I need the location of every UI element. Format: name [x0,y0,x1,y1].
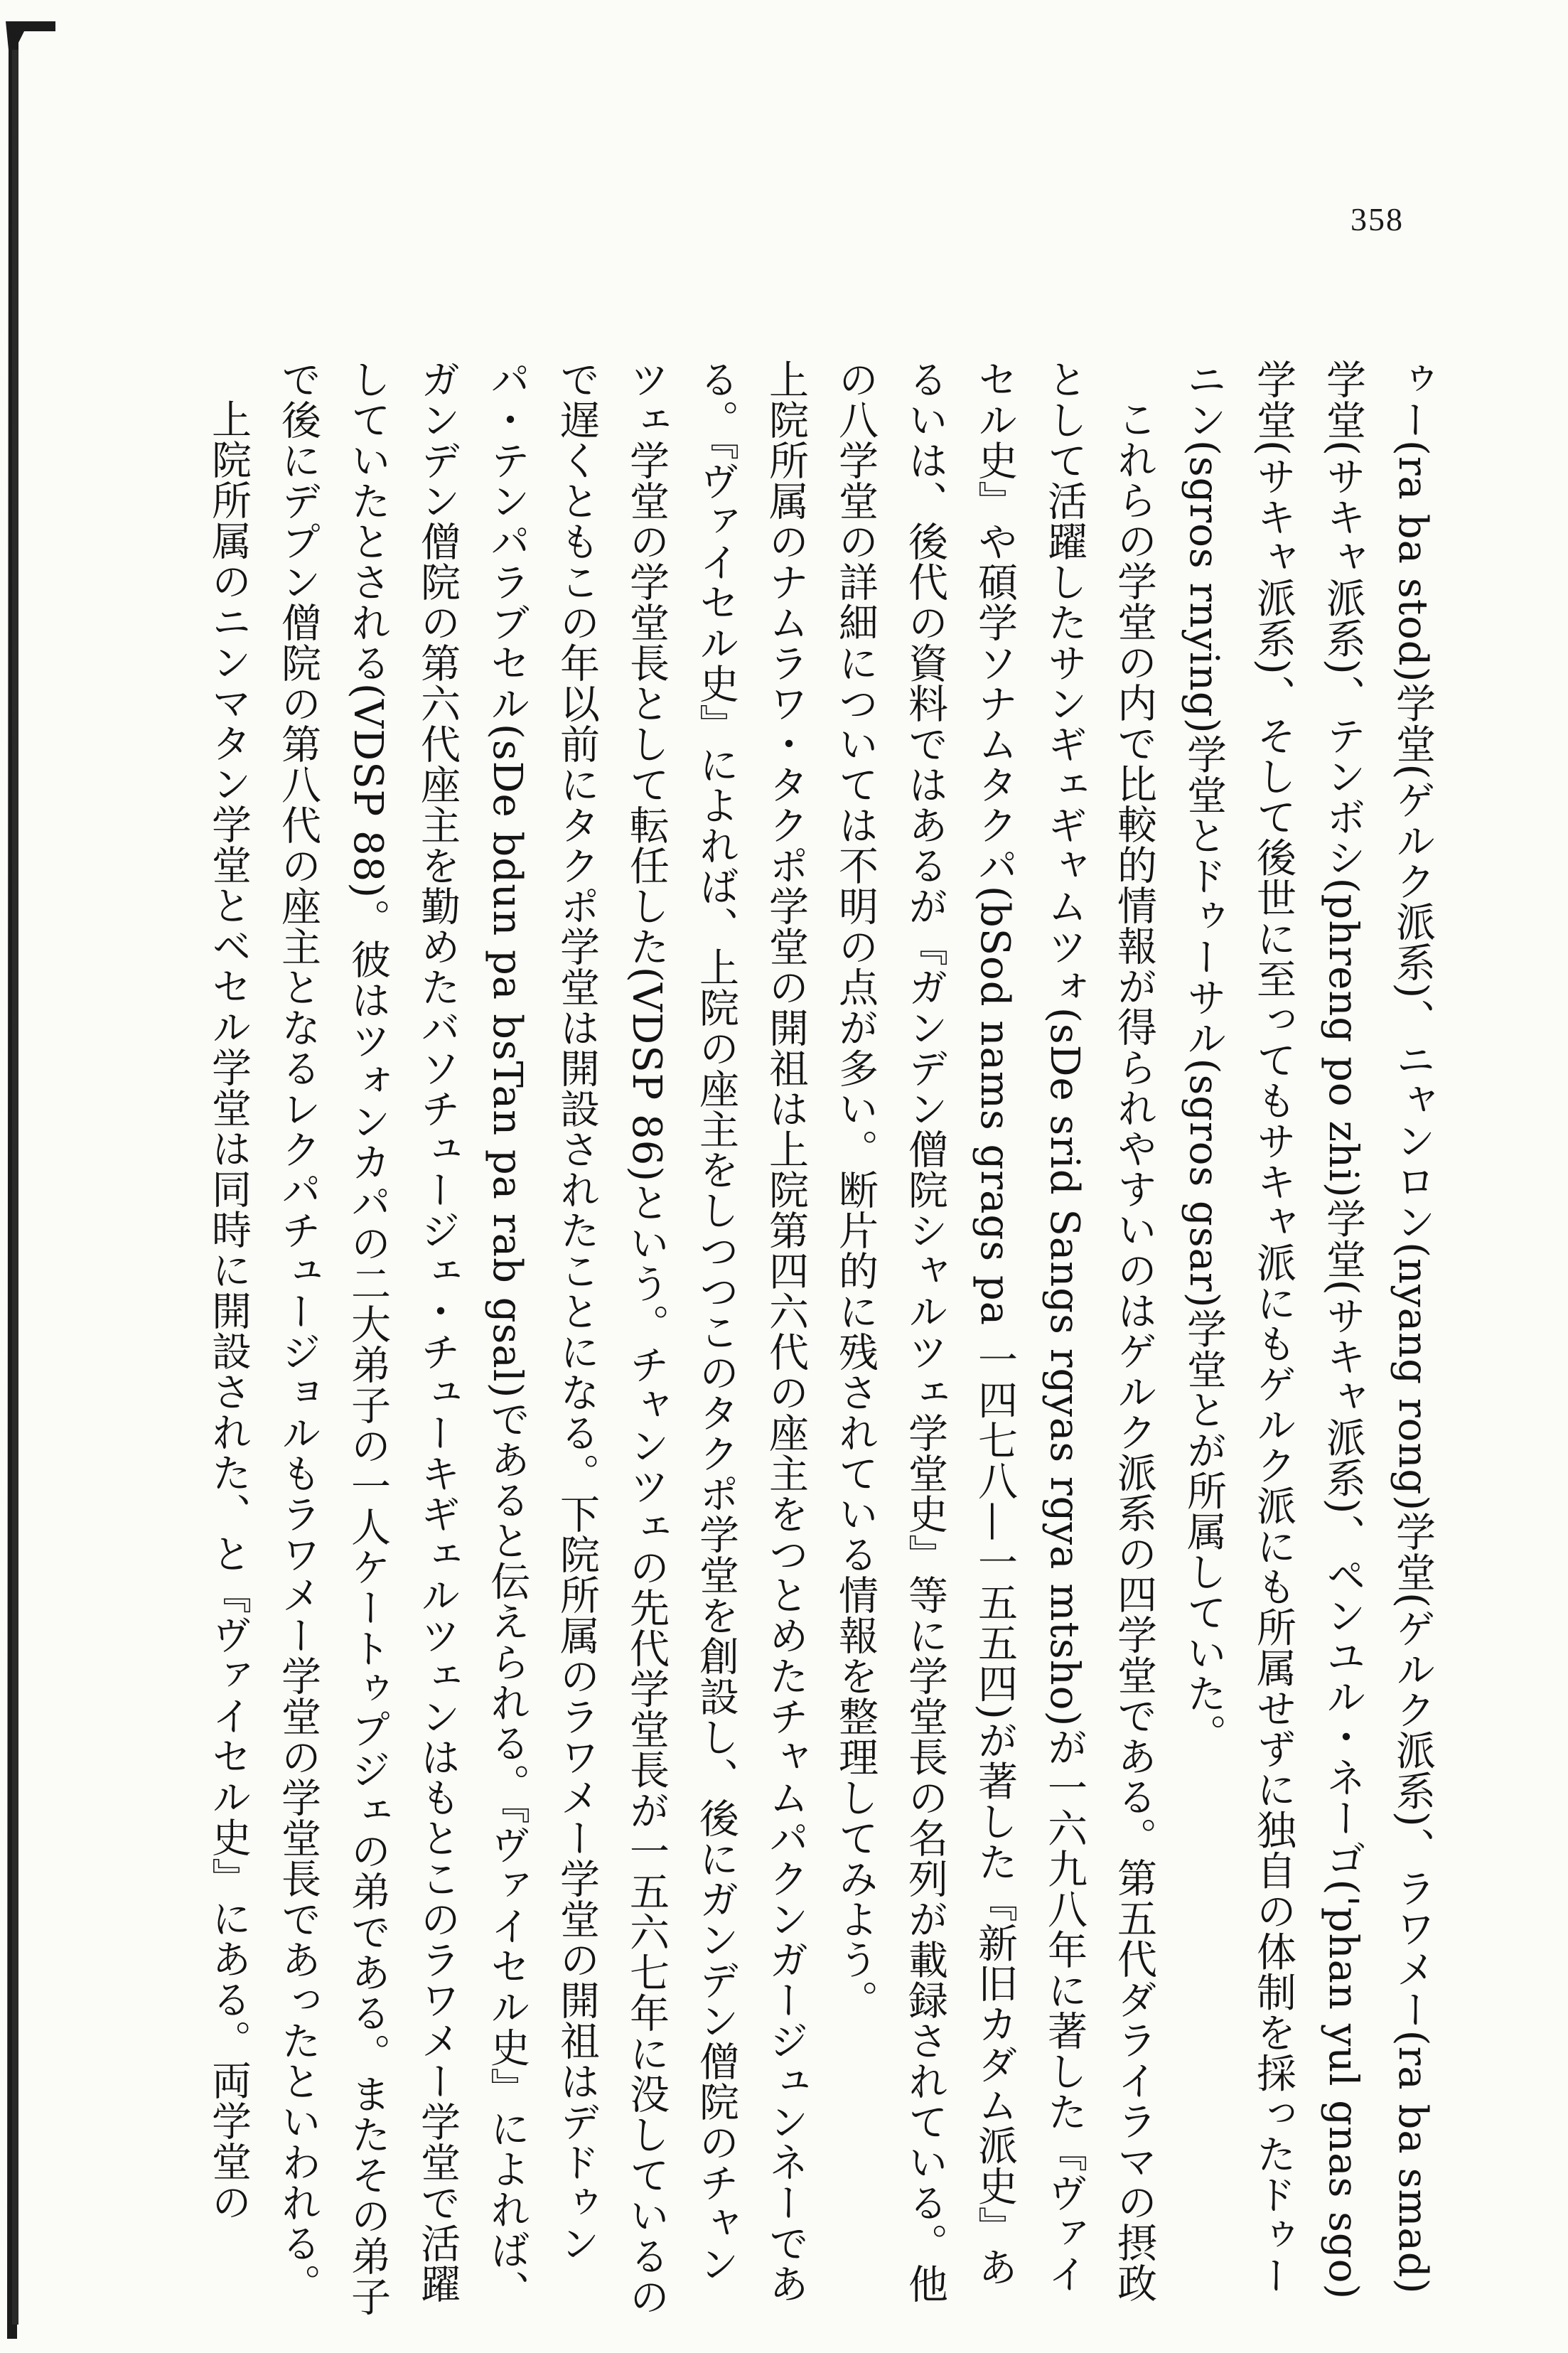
page-number: 358 [1350,201,1404,237]
paragraph-1: ゥー(ra ba stod)学堂(ゲルク派系)、ニャンロン(nyang rong)学堂(ゲルク派系)、ラワメー(ra ba smad)学堂(サキャ派系)、テンボシ(phreng po zhi)学堂(サキャ派系)、ペンユル・ネーゴ('phan yul gnas sgo)学堂(サキャ派系)、そして後世に至ってもサキャ派にもゲルク派にも所属せずに独自の体制を採ったドゥーニン(sgros rnying)学堂とドゥーサル(sgros gsar)学堂とが所属していた。 [1181,359,1436,2300]
body-text [193,359,1447,2321]
paragraph-3: 上院所属のナムラワ・タクポ学堂の開祖は上院第四六代の座主をつとめたチャムパクンガージュンネーである。『ヴァイセル史』によれば、上院の座主をしつつこのタクポ学堂を創設し、後にガンデン僧院のチャンツェ学堂の学堂長として転任した(VDSP 86)という。チャンツェの先代学堂長が一五六七年に没しているので遅くともこの年以前にタクポ学堂は開設されたことになる。下院所属のラワメー学堂の開祖はデドゥンパ・テンパラブセル(sDe bdun pa bsTan pa rab gsal)であると伝えられる。『ヴァイセル史』によれば、ガンデン僧院の第六代座主を勤めたバソチュージェ・チューキギェルツェンはもとこのラワメー学堂で活躍していたとされる(VDSP 88)。彼はツォンカパの二大弟子の一人ケートゥプジェの弟である。またその弟子で後にデプン僧院の第八代の座主となるレクパチュージョルもラワメー学堂の学堂長であったといわれる。 [275,359,809,2317]
page-binding-edge [0,21,55,2339]
paragraph-2: これらの学堂の内で比較的情報が得られやすいのはゲルク派系の四学堂である。第五代ダライラマの摂政として活躍したサンギェギャムツォ(sDe srid Sangs rgyas rgya mtsho)が一六九八年に著した『ヴァイセル史』や碩学ソナムタクパ(bSod nams grags pa 一四七八—一五五四)が著した『新旧カダム派史』あるいは、後代の資料ではあるが『ガンデン僧院シャルツェ学堂史』等に学堂長の名列が載録されている。他の八学堂の詳細については不明の点が多い。断片的に残されている情報を整理してみよう。 [832,359,1157,2304]
paragraph-4: 上院所属のニンマタン学堂とベセル学堂は同時に開設された、と『ヴァイセル史』にある。両学堂の [205,399,252,2222]
